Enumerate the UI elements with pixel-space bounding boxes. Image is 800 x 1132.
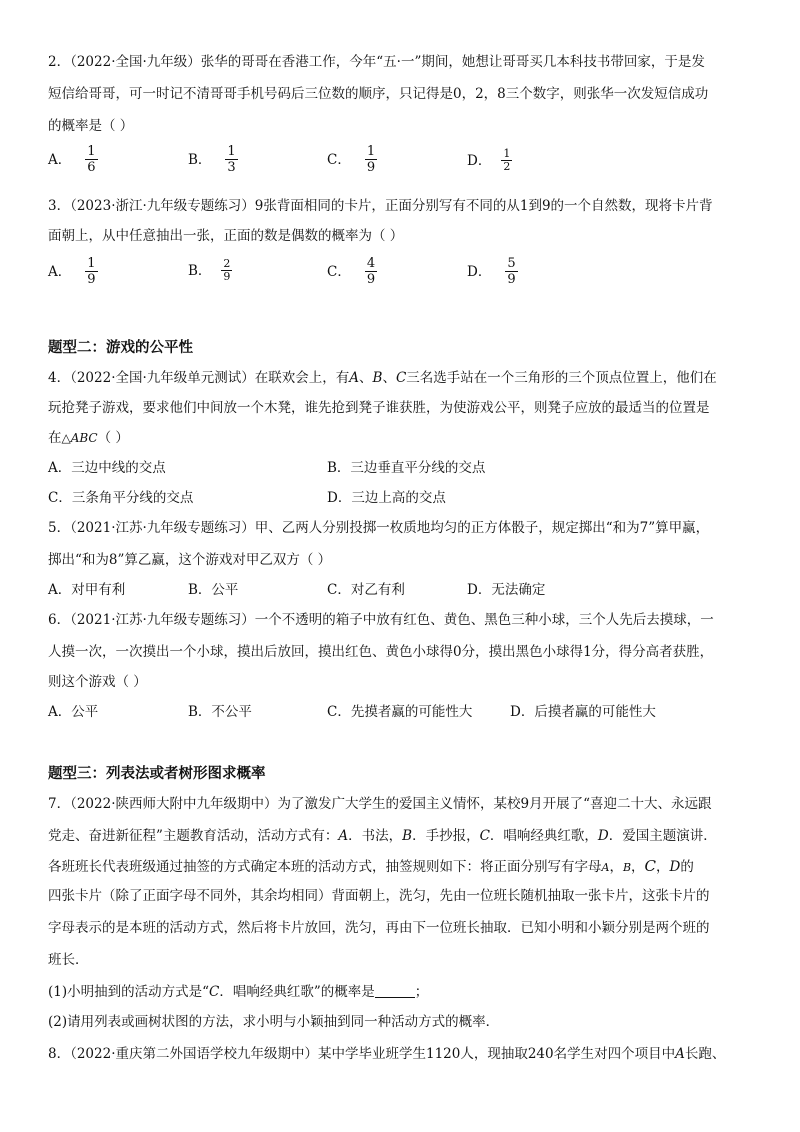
q2-option-a <box>48 144 98 175</box>
q2-option-c <box>327 144 377 175</box>
option-letter: D． <box>467 263 492 280</box>
q3-option-b <box>188 258 232 283</box>
q4-option-d: D．三边上高的交点 <box>327 490 446 506</box>
q4-option-b: B．三边垂直平分线的交点 <box>327 460 486 476</box>
q6-line-2: 人摸一次，一次摸出一个小球，摸出后放回，摸出红色、黄色小球得0分，摸出黑色小球得1分，得分高者获胜， <box>48 644 714 660</box>
fraction: $\frac{1}{3}$ <box>227 144 236 175</box>
q7-sub-2: (2)请用列表或画树状图的方法，求小明与小颖抽到同一种活动方式的概率． <box>48 1014 500 1030</box>
q5-option-a: A．对甲有利 <box>48 582 126 598</box>
q8-line-1: 8．（2022·重庆第二外国语学校九年级期中）某中学毕业班学生1120人，现抽取240名学生对四个项目中A长跑、 <box>48 1046 726 1062</box>
q3-option-a <box>48 256 98 287</box>
q5-option-c: C．对乙有利 <box>327 582 405 598</box>
q7-line-5: 字母表示的是本班的活动方式，然后将卡片放回，洗匀，再由下一位班长抽取．已知小明和小颖分别是两个班的 <box>48 920 710 936</box>
fraction: $\frac{4}{9}$ <box>366 256 376 287</box>
option-letter: A． <box>48 151 72 168</box>
option-letter: D． <box>467 152 492 169</box>
q4-option-c: C．三条角平分线的交点 <box>48 490 194 506</box>
fraction: $\frac{1}{9}$ <box>366 144 376 175</box>
option-letter: C． <box>327 263 351 280</box>
q3-line-2: 面朝上，从中任意抽出一张，正面的数是偶数的概率为（ ） <box>48 228 404 244</box>
q5-option-d: D．无法确定 <box>467 582 546 598</box>
q4-line-2: 玩抢凳子游戏，要求他们中间放一个木凳，谁先抢到凳子谁获胜，为使游戏公平，则凳子应放的最适当的位置是 <box>48 400 710 416</box>
q5-line-1: 5．（2021·江苏·九年级专题练习）甲、乙两人分别投掷一枚质地均匀的正方体骰子，规定掷出“和为7”算甲赢， <box>48 520 710 536</box>
section-heading-3: 题型三：列表法或者树形图求概率 <box>48 766 266 782</box>
q6-option-d: D．后摸者赢的可能性大 <box>510 704 656 720</box>
option-letter: C． <box>327 151 351 168</box>
q3-option-c <box>327 256 377 287</box>
section-heading-2: 题型二：游戏的公平性 <box>48 340 193 356</box>
q6-line-3: 则这个游戏（ ） <box>48 674 147 690</box>
fraction: $\frac{1}{6}$ <box>87 144 96 175</box>
q6-option-c: C．先摸者赢的可能性大 <box>327 704 473 720</box>
q7-line-2: 党走、奋进新征程”主题教育活动，活动方式有：A．书法，B．手抄报，C．唱响经典红歌，D．爱国主题演讲． <box>48 828 717 844</box>
option-letter: B． <box>188 262 212 279</box>
q2-line-1: 2．（2022·全国·九年级）张华的哥哥在香港工作，今年“五·一”期间，她想让哥哥买几本科技书带回家，于是发 <box>48 54 705 70</box>
q7-sub-1: (1)小明抽到的活动方式是“C．唱响经典红歌”的概率是 ； <box>48 984 429 1000</box>
q6-option-b: B．不公平 <box>188 704 252 720</box>
q5-line-2: 掷出“和为8”算乙赢，这个游戏对甲乙双方（ ） <box>48 552 332 568</box>
fraction: $\frac{2}{9}$ <box>223 257 231 283</box>
q7-line-3: 各班班长代表班级通过抽签的方式确定本班的活动方式，抽签规则如下：将正面分别写有字母A，B，C，D的 <box>48 857 694 875</box>
q2-line-2: 短信给哥哥，可一时记不清哥哥手机号码后三位数的顺序，只记得是0，2，8三个数字，则张华一次发短信成功 <box>48 86 709 102</box>
option-letter: B． <box>188 151 212 168</box>
q4-option-a: A．三边中线的交点 <box>48 460 166 476</box>
option-letter: A． <box>48 263 72 280</box>
q2-option-d <box>467 148 512 173</box>
q3-line-1: 3．（2023·浙江·九年级专题练习）9张背面相同的卡片，正面分别写有不同的从1到9的一个自然数，现将卡片背 <box>48 198 713 214</box>
q4-line-1: 4．（2022·全国·九年级单元测试）在联欢会上，有A、B、C三名选手站在一个三角形的三个顶点位置上，他们在 <box>48 370 717 386</box>
answer-blank <box>375 983 415 998</box>
q4-line-3: 在△ABC（ ） <box>48 430 129 446</box>
q6-line-1: 6．（2021·江苏·九年级专题练习）一个不透明的箱子中放有红色、黄色、黑色三种小球，三个人先后去摸球，一 <box>48 612 714 628</box>
q7-line-1: 7．（2022·陕西师大附中九年级期中）为了激发广大学生的爱国主义情怀，某校9月开展了“喜迎二十大、永远跟 <box>48 796 712 812</box>
q2-line-3: 的概率是（ ） <box>48 118 134 134</box>
fraction: $\frac{1}{9}$ <box>87 256 96 287</box>
fraction: $\frac{1}{2}$ <box>503 147 511 173</box>
q7-line-6: 班长． <box>48 952 89 968</box>
q3-option-d <box>467 256 518 287</box>
q5-option-b: B．公平 <box>188 582 239 598</box>
fraction: $\frac{5}{9}$ <box>507 256 516 287</box>
q7-line-4: 四张卡片（除了正面字母不同外，其余均相同）背面朝上，洗匀，先由一位班长随机抽取一张卡片，这张卡片的 <box>48 888 710 904</box>
q6-option-a: A．公平 <box>48 704 99 720</box>
q2-option-b <box>188 144 238 175</box>
